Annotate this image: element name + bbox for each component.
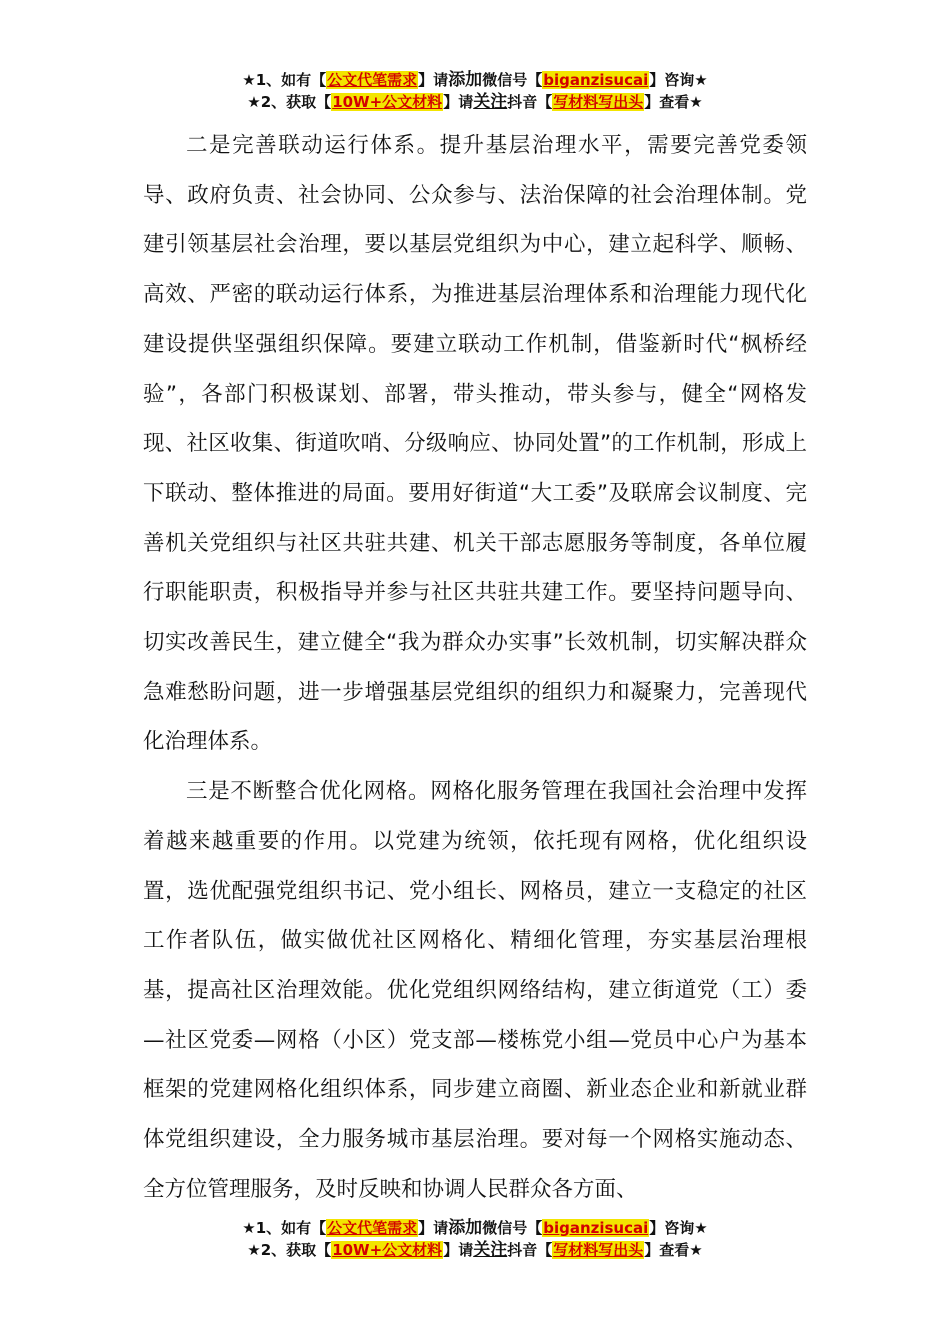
banner-text: 】查看★ <box>644 93 703 111</box>
banner-text: 抖音【 <box>507 93 553 111</box>
banner-text: 】请 <box>443 93 474 111</box>
banner-text: ★1、如有【 <box>242 1219 327 1237</box>
highlight-douyin-account: 写材料写出头 <box>553 1241 644 1259</box>
banner-text: 】咨询★ <box>649 1219 708 1237</box>
highlight-service: 公文代笔需求 <box>327 71 418 89</box>
document-body <box>143 121 807 1214</box>
highlight-materials: 10W+公文材料 <box>332 93 443 111</box>
highlight-materials: 10W+公文材料 <box>332 1241 443 1259</box>
banner-text: 微信号【 <box>482 71 543 89</box>
banner-text: 】查看★ <box>644 1241 703 1259</box>
highlight-douyin-account: 写材料写出头 <box>553 93 644 111</box>
paragraph-2: 二是完善联动运行体系。提升基层治理水平，需要完善党委领导、政府负责、社会协同、公众参与、法治保障的社会治理体制。党建引领基层社会治理，要以基层党组织为中心，建立起科学、顺畅、高效、严密的联动运行体系，为推进基层治理体系和治理能力现代化建设提供坚强组织保障。要建立联动工作机制，借鉴新时代“枫桥经验”，各部门积极谋划、部署，带头推动，带头参与，健全“网格发现、社区收集、街道吹哨、分级响应、协同处置”的工作机制，形成上下联动、整体推进的局面。要用好街道“大工委”及联席会议制度、完善机关党组织与社区共驻共建、机关干部志愿服务等制度，各单位履行职能职责，积极指导并参与社区共驻共建工作。要坚持问题导向、切实改善民生，建立健全“我为群众办实事”长效机制，切实解决群众急难愁盼问题，进一步增强基层党组织的组织力和凝聚力，完善现代化治理体系。 <box>143 133 807 755</box>
banner-line-1 <box>0 69 950 91</box>
banner-emphasis: 添加 <box>448 1218 483 1238</box>
banner-text: ★1、如有【 <box>242 71 327 89</box>
highlight-wechat-id: biganzisucai <box>543 1219 649 1237</box>
highlight-wechat-id: biganzisucai <box>543 71 649 89</box>
paragraph-3: 三是不断整合优化网格。网格化服务管理在我国社会治理中发挥着越来越重要的作用。以党建为统领，依托现有网格，优化组织设置，选优配强党组织书记、党小组长、网格员，建立一支稳定的社区工作者队伍，做实做优社区网格化、精细化管理，夯实基层治理根基，提高社区治理效能。优化党组织网络结构，建立街道党（工）委—社区党委—网格（小区）党支部—楼栋党小组—党员中心户为基本框架的党建网格化组织体系，同步建立商圈、新业态企业和新就业群体党组织建设，全力服务城市基层治理。要对每一个网格实施动态、全方位管理服务，及时反映和协调人民群众各方面、 <box>143 779 807 1202</box>
banner-line-2 <box>0 91 950 113</box>
top-banner <box>0 69 950 113</box>
banner-emphasis: 关注 <box>473 1240 508 1260</box>
banner-text: 】咨询★ <box>649 71 708 89</box>
banner-text: 抖音【 <box>507 1241 553 1259</box>
banner-text: 微信号【 <box>482 1219 543 1237</box>
banner-text: ★2、获取【 <box>247 93 332 111</box>
highlight-service: 公文代笔需求 <box>327 1219 418 1237</box>
banner-text: 】请 <box>418 1219 449 1237</box>
bottom-banner <box>0 1217 950 1261</box>
banner-text: 】请 <box>443 1241 474 1259</box>
banner-emphasis: 关注 <box>473 92 508 112</box>
banner-emphasis: 添加 <box>448 70 483 90</box>
banner-line-1 <box>0 1217 950 1239</box>
banner-text: ★2、获取【 <box>247 1241 332 1259</box>
banner-line-2 <box>0 1239 950 1261</box>
banner-text: 】请 <box>418 71 449 89</box>
